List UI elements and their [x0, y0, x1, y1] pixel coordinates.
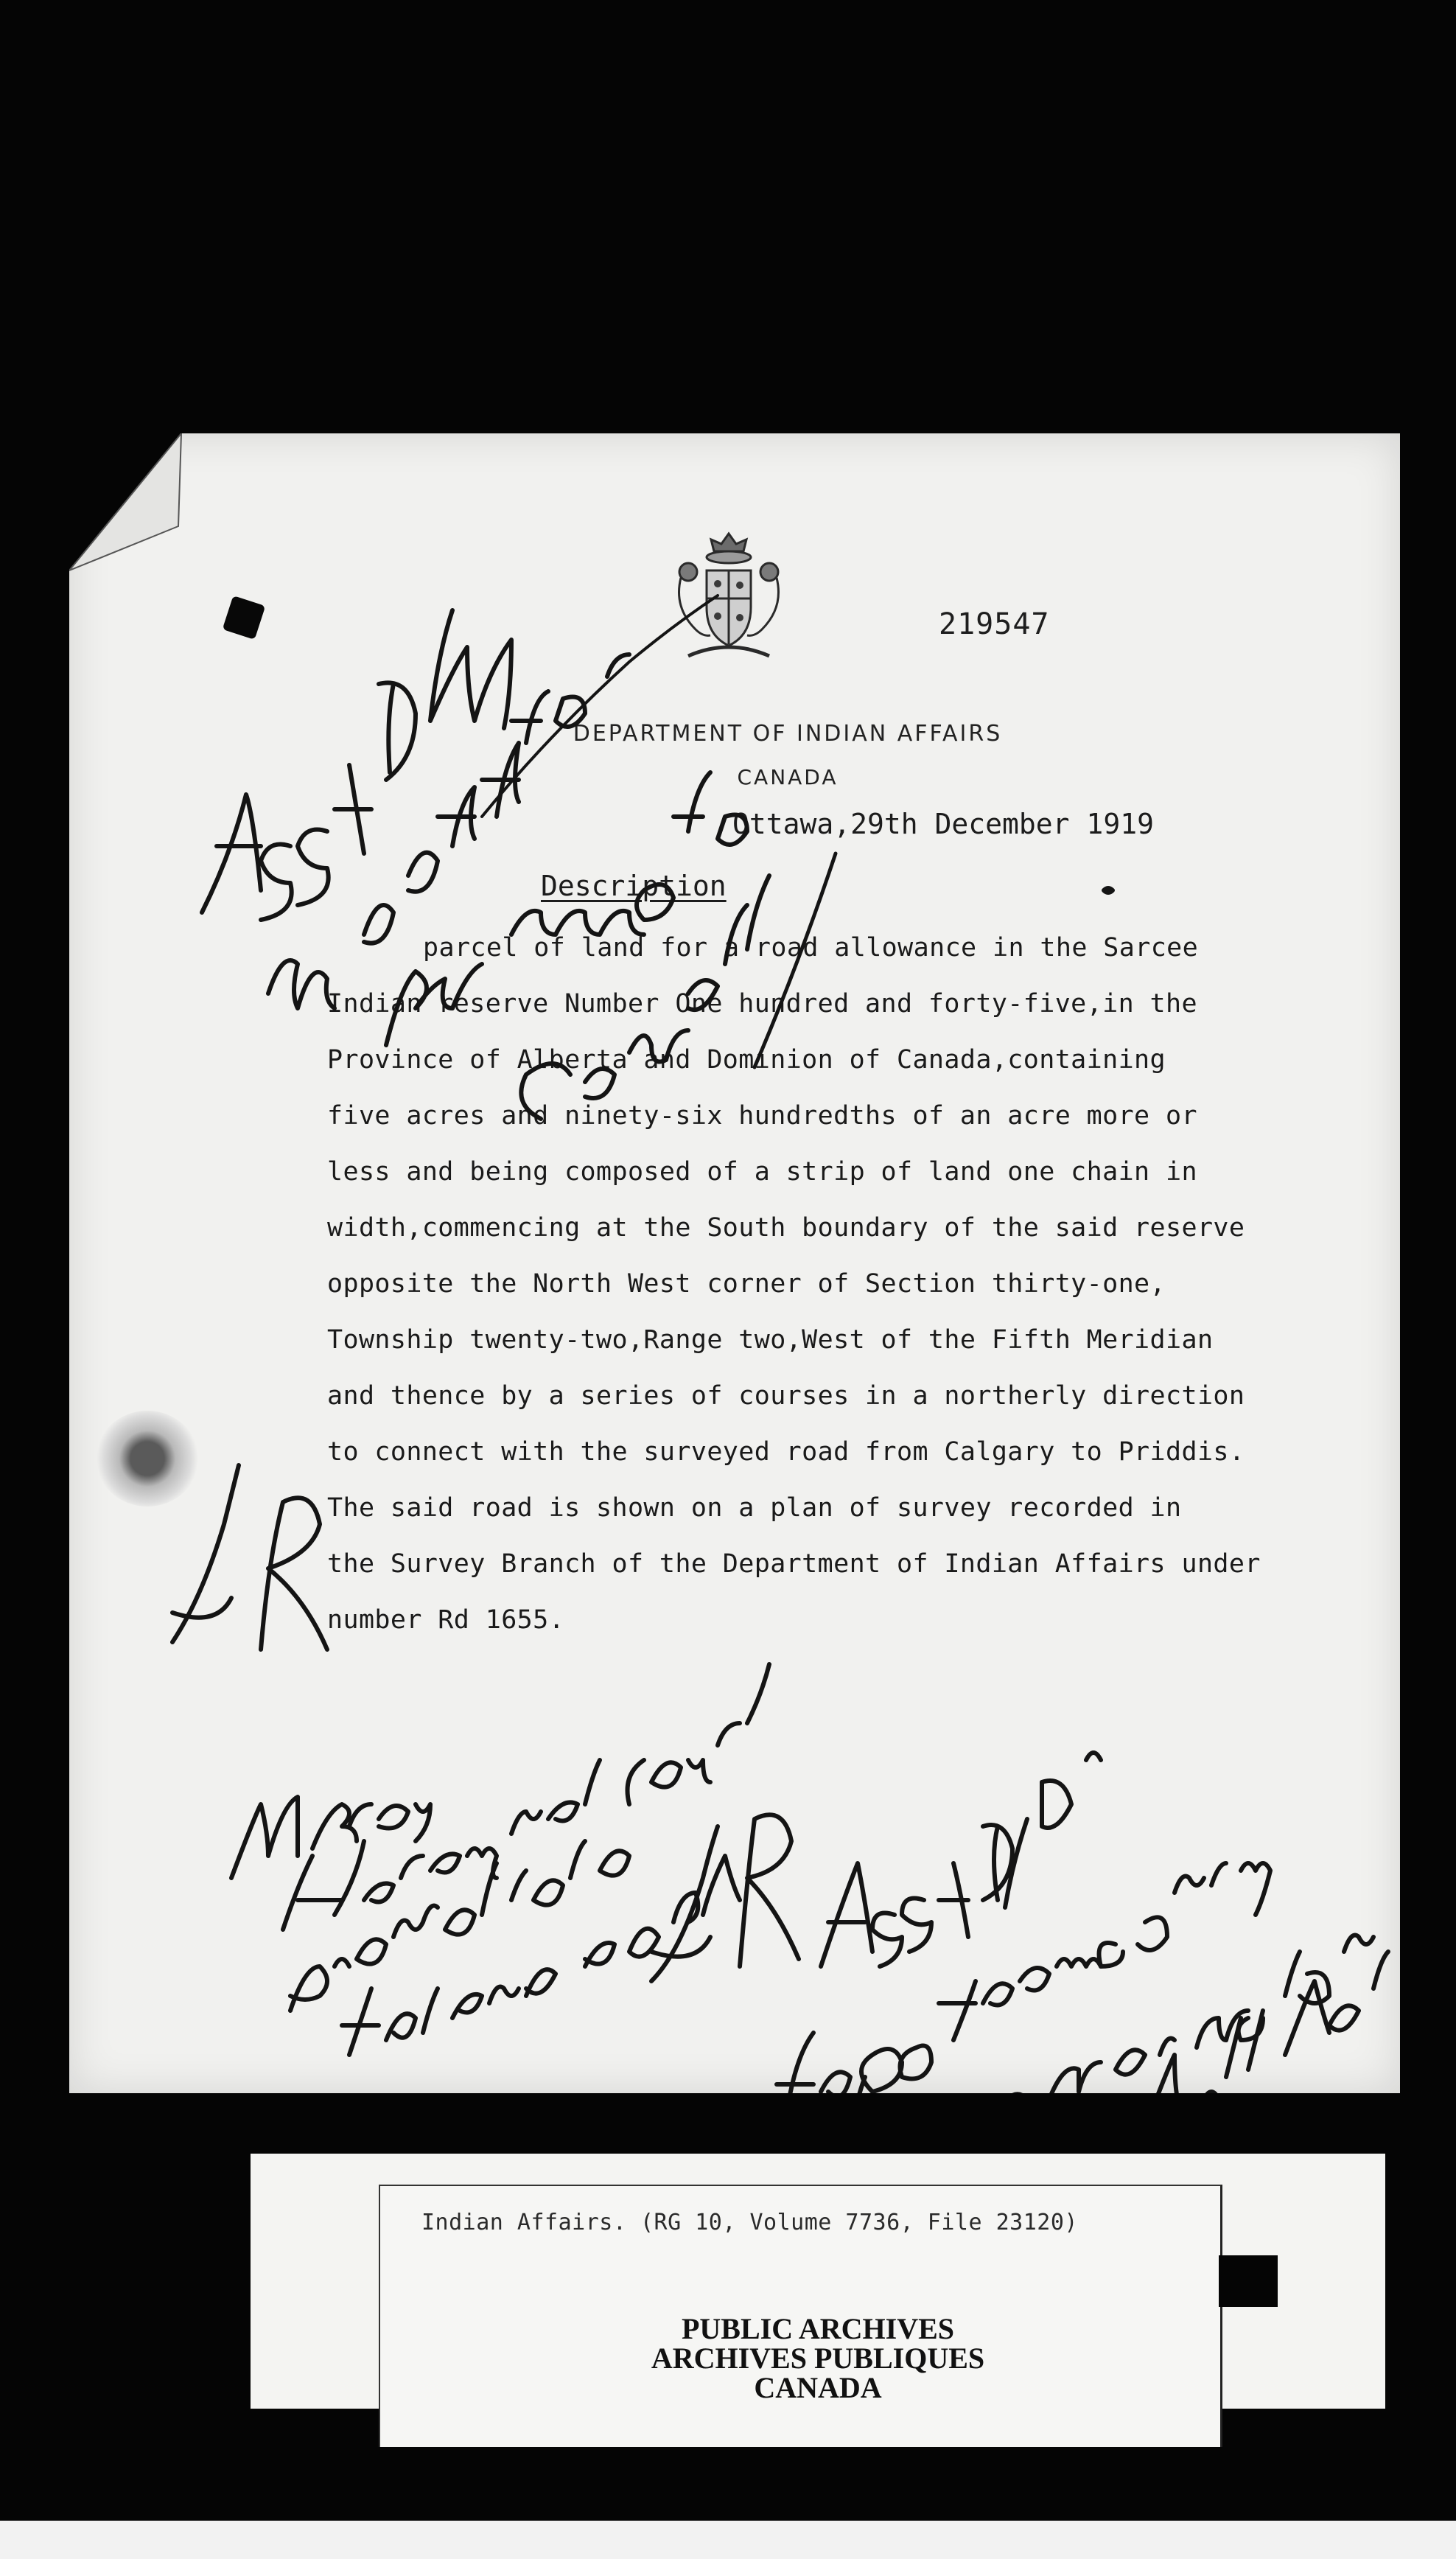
body-line: width,commencing at the South boundary of the said reserve — [327, 1213, 1245, 1243]
document-number: 219547 — [939, 607, 1050, 641]
coat-of-arms-crest — [666, 526, 791, 666]
body-line: Township twenty-two,Range two,West of the Fifth Meridian — [327, 1325, 1214, 1355]
document-heading: Description — [541, 870, 727, 902]
scan-bottom-strip — [0, 2521, 1456, 2559]
document-page — [69, 433, 1400, 2093]
archive-stamp — [516, 2314, 1120, 2403]
archive-line-2: ARCHIVES PUBLIQUES — [651, 2342, 985, 2375]
archive-line-1: PUBLIC ARCHIVES — [681, 2312, 955, 2345]
body-line: less and being composed of a strip of land one chain in — [327, 1157, 1197, 1187]
place-and-date: Ottawa,29th December 1919 — [732, 808, 1154, 840]
body-line: opposite the North West corner of Section thirty-one, — [327, 1269, 1166, 1299]
description-body — [327, 920, 1400, 1648]
department-country: CANADA — [737, 765, 839, 789]
label-notch — [1219, 2255, 1278, 2307]
body-line: parcel of land for a road allowance in the Sarcee — [423, 933, 1199, 963]
body-line: and thence by a series of courses in a northerly direction — [327, 1381, 1245, 1411]
body-line: Province of Alberta and Dominion of Canada,containing — [327, 1045, 1166, 1075]
body-line: five acres and ninety-six hundredths of an acre more or — [327, 1101, 1197, 1131]
archive-citation: Indian Affairs. (RG 10, Volume 7736, File 23120) — [421, 2210, 1078, 2235]
body-line: number Rd 1655. — [327, 1605, 565, 1635]
folded-corner — [69, 433, 202, 573]
department-name: DEPARTMENT OF INDIAN AFFAIRS — [573, 721, 1003, 747]
paper-stain — [96, 1411, 199, 1507]
punch-hole — [223, 596, 266, 640]
body-line: the Survey Branch of the Department of Indian Affairs under — [327, 1549, 1261, 1579]
body-line: Indian reserve Number One hundred and forty-five,in the — [327, 989, 1197, 1019]
body-line: to connect with the surveyed road from Calgary to Priddis. — [327, 1437, 1245, 1467]
archive-line-3: CANADA — [754, 2371, 882, 2404]
body-line: The said road is shown on a plan of survey recorded in — [327, 1493, 1182, 1523]
